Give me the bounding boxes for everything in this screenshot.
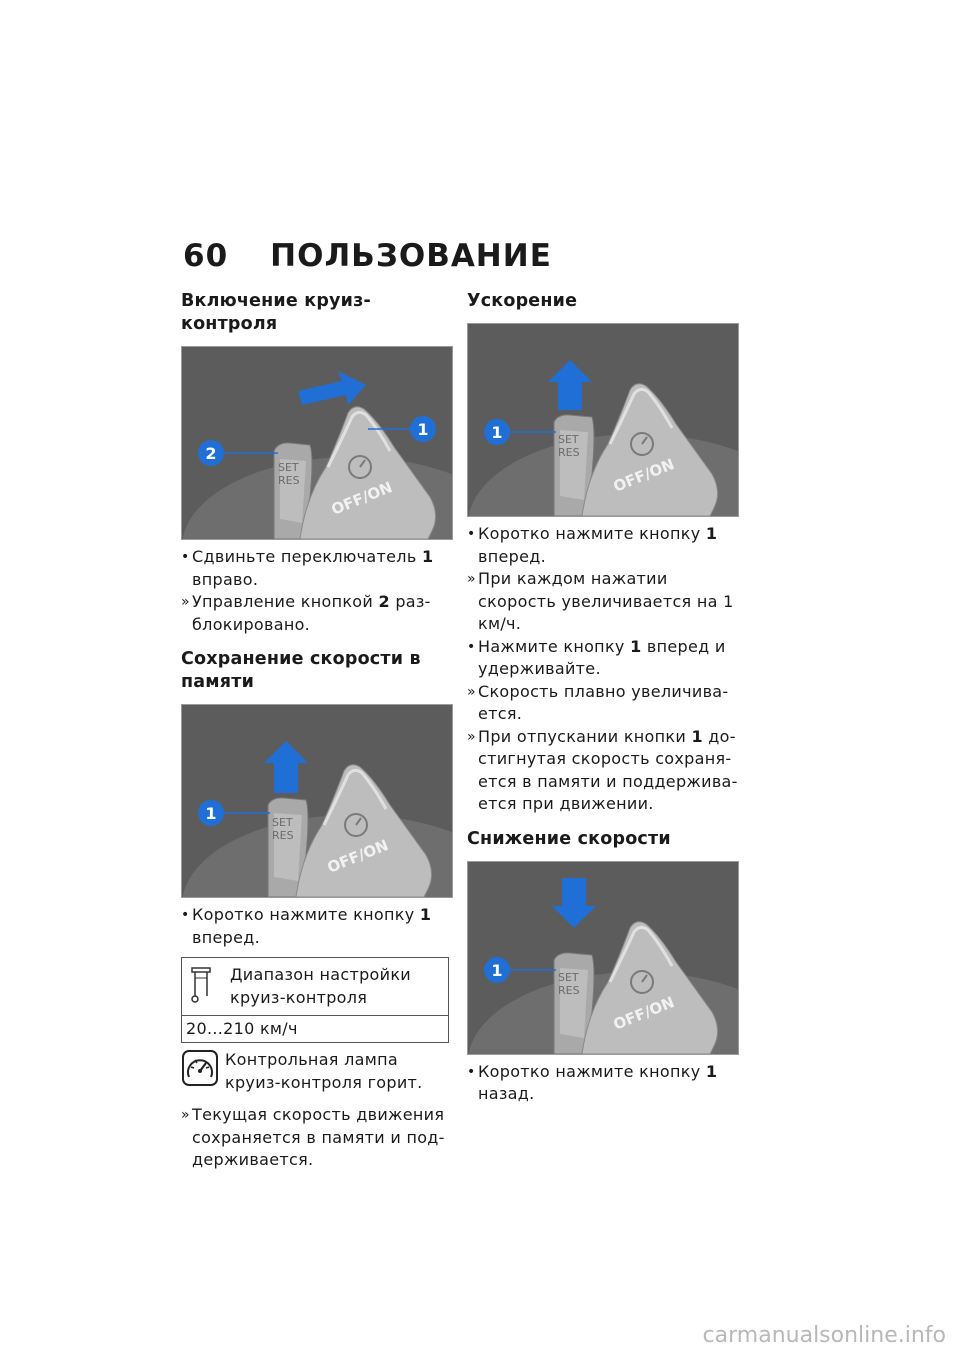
list-item: • Коротко нажмите кнопку 1 вперед. (467, 524, 718, 566)
section-title-decelerate: Снижение скорости (467, 828, 671, 849)
list-item: • Сдвиньте переключатель 1 вправо. (181, 547, 434, 589)
section-title-store: Сохранение скорости в памяти (181, 649, 421, 692)
switch-illustration (468, 862, 738, 1054)
list-item: • Коротко нажмите кнопку 1 назад. (467, 1061, 718, 1103)
chapter-title: ПОЛЬЗОВАНИЕ (270, 238, 552, 274)
res-label: RES (278, 474, 300, 487)
svg-text:SET: SET (558, 970, 579, 984)
steps-decelerate (467, 1061, 739, 1106)
callout-1: 1 (491, 423, 503, 442)
svg-text:RES: RES (558, 983, 580, 997)
indicator-note-text: Контрольная лампа круиз-контроля горит. (225, 1050, 423, 1092)
page-title (183, 238, 552, 274)
spec-table (181, 957, 449, 1043)
list-item: » Скорость плавно увеличива-ется. (467, 681, 729, 723)
list-item: • Нажмите кнопку 1 вперед и удерживайте. (467, 636, 726, 678)
watermark: carmanualsonline.info (702, 1323, 946, 1348)
section-title-activate: Включение круиз-контроля (181, 291, 371, 334)
page-number: 60 (183, 238, 229, 274)
figure-activate (181, 346, 453, 540)
list-item: » При каждом нажатии скорость увеличивается на 1 км/ч. (467, 569, 734, 633)
callout-1: 1 (417, 420, 429, 439)
list-item: » Текущая скорость движения сохраняется в памяти и под-держивается. (181, 1105, 445, 1169)
set-label: SET (278, 461, 299, 474)
indicator-note (181, 1049, 453, 1094)
svg-text:OFF/ON: OFF/ON (610, 992, 677, 1034)
figure-decelerate (467, 861, 739, 1055)
list-item: » При отпускании кнопки 1 до-стигнутая скорость сохраня-ется в памяти и поддержива-ется при движении. (467, 726, 738, 813)
switch-illustration (182, 347, 452, 539)
svg-text:SET: SET (272, 816, 293, 829)
switch-illustration (182, 705, 452, 897)
steps-accelerate (467, 523, 739, 816)
steps-activate (181, 546, 453, 636)
svg-text:RES: RES (558, 446, 580, 459)
result-store (181, 1104, 453, 1172)
svg-text:SET: SET (558, 433, 579, 446)
svg-text:OFF/ON: OFF/ON (610, 455, 677, 496)
right-column (467, 290, 739, 1106)
caliper-icon (186, 964, 230, 1011)
left-column (181, 290, 453, 1172)
section-title-accelerate: Ускорение (467, 291, 578, 311)
cruise-control-lamp-icon (181, 1049, 225, 1091)
spec-value: 20...210 км/ч (182, 1015, 449, 1043)
svg-text:OFF/ON: OFF/ON (324, 836, 391, 877)
steps-store (181, 904, 453, 949)
callout-1: 1 (205, 804, 217, 823)
off-on-label: OFF/ON (328, 478, 395, 519)
list-item: » Управление кнопкой 2 раз-блокировано. (181, 592, 431, 634)
callout-1: 1 (491, 960, 503, 980)
figure-store (181, 704, 453, 898)
spec-label: Диапазон настройки круиз-контроля (230, 965, 412, 1007)
figure-accelerate (467, 323, 739, 517)
switch-illustration (468, 324, 738, 516)
svg-text:RES: RES (272, 829, 294, 842)
list-item: • Коротко нажмите кнопку 1 вперед. (181, 905, 432, 947)
callout-2: 2 (205, 444, 217, 463)
